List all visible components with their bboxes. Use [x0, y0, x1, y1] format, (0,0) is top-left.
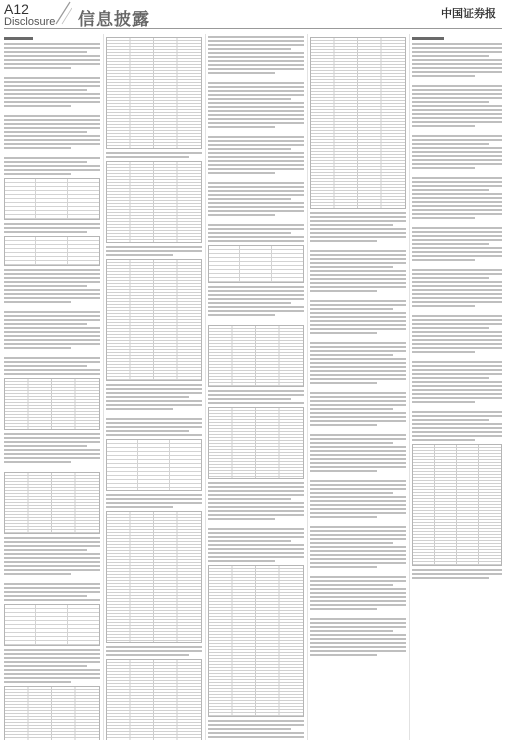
data-table	[310, 37, 406, 209]
column-divider	[103, 34, 104, 740]
text-column-2	[106, 34, 202, 740]
page-code	[4, 2, 55, 28]
data-table	[106, 511, 202, 643]
data-table	[106, 659, 202, 740]
data-table	[208, 325, 304, 387]
page-code-text: A12	[4, 1, 29, 17]
text-column-1	[4, 34, 100, 740]
data-table	[4, 686, 100, 740]
data-table	[4, 236, 100, 266]
data-table	[106, 259, 202, 381]
text-column-4	[310, 34, 406, 740]
data-table	[208, 407, 304, 479]
data-table	[208, 245, 304, 283]
text-column-5	[412, 34, 502, 740]
header-rule	[4, 28, 502, 29]
slash-decoration-icon	[54, 0, 72, 26]
column-divider	[307, 34, 308, 740]
data-table	[4, 178, 100, 220]
section-en: Disclosure	[4, 16, 56, 28]
data-table	[208, 565, 304, 717]
data-table	[106, 37, 202, 149]
section-title: 信息披露	[78, 10, 150, 30]
newspaper-logo: 中国证券报	[441, 7, 496, 20]
data-table	[106, 161, 202, 243]
column-divider	[205, 34, 206, 740]
data-table	[4, 472, 100, 534]
data-table	[106, 439, 202, 491]
data-table	[412, 444, 502, 566]
data-table	[4, 378, 100, 430]
data-table	[4, 604, 100, 646]
column-divider	[409, 34, 410, 740]
masthead	[0, 0, 506, 28]
text-column-3	[208, 34, 304, 740]
